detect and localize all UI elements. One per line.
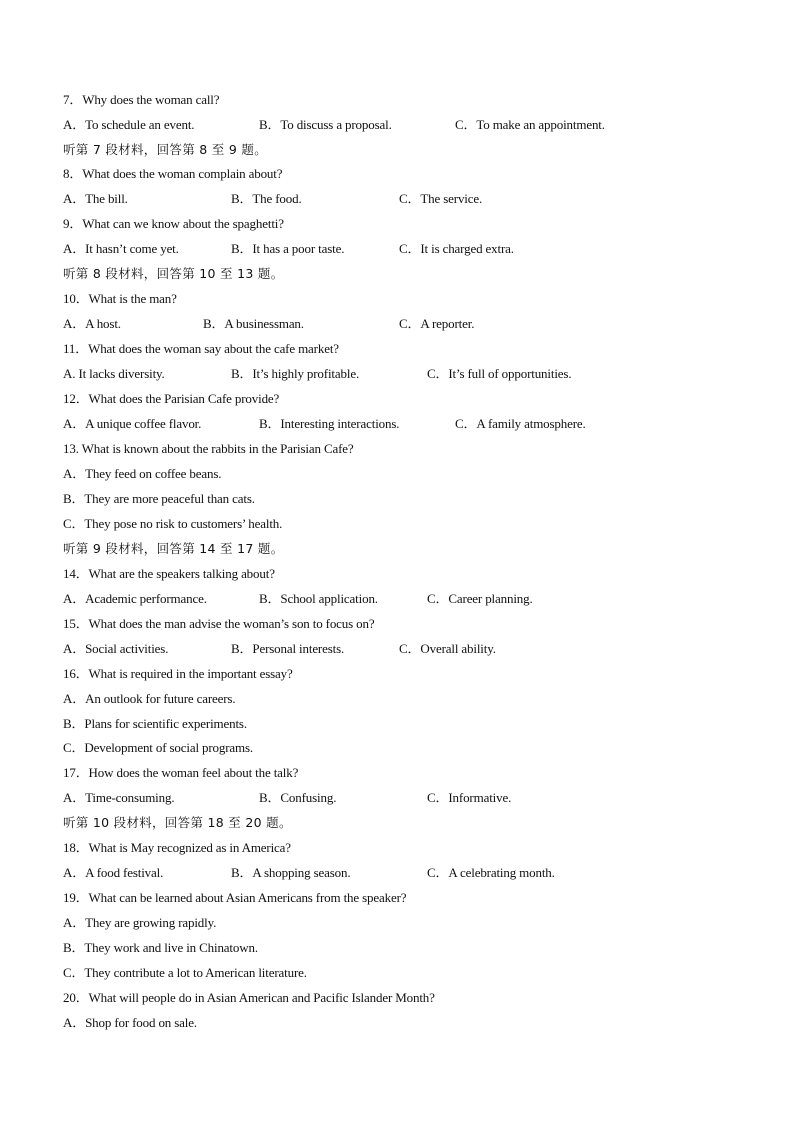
q12-option-b: B．Interesting interactions. (259, 416, 400, 431)
question-11-stem: 11．What does the woman say about the cafe market? (63, 341, 339, 356)
question-13-stem: 13. What is known about the rabbits in the Parisian Cafe? (63, 441, 354, 456)
section-9-instruction: 听第 9 段材料，回答第 14 至 17 题。 (63, 541, 284, 556)
question-18-stem: 18．What is May recognized as in America? (63, 840, 291, 855)
q8-option-b: B．The food. (231, 191, 302, 206)
q11-option-c: C．It’s full of opportunities. (427, 366, 572, 381)
q19-option-a: A．They are growing rapidly. (63, 915, 217, 930)
q18-option-a: A．A food festival. (63, 865, 164, 880)
q10-option-c: C．A reporter. (399, 316, 475, 331)
q7-option-c: C．To make an appointment. (455, 117, 605, 132)
q17-option-c: C．Informative. (427, 790, 512, 805)
q10-option-b: B．A businessman. (203, 316, 304, 331)
q15-option-a: A．Social activities. (63, 641, 169, 656)
q15-option-b: B．Personal interests. (231, 641, 345, 656)
q8-option-c: C．The service. (399, 191, 483, 206)
q12-option-a: A．A unique coffee flavor. (63, 416, 202, 431)
question-7-stem: 7．Why does the woman call? (63, 92, 220, 107)
q9-option-c: C．It is charged extra. (399, 241, 514, 256)
q17-option-a: A．Time-consuming. (63, 790, 175, 805)
question-17-stem: 17．How does the woman feel about the talk? (63, 765, 299, 780)
section-8-instruction: 听第 8 段材料，回答第 10 至 13 题。 (63, 266, 284, 281)
q14-option-a: A．Academic performance. (63, 591, 207, 606)
q9-option-a: A．It hasn’t come yet. (63, 241, 179, 256)
question-14-stem: 14．What are the speakers talking about? (63, 566, 275, 581)
q12-option-c: C．A family atmosphere. (455, 416, 586, 431)
question-19-stem: 19．What can be learned about Asian Americans from the speaker? (63, 890, 407, 905)
q16-option-c: C．Development of social programs. (63, 740, 254, 755)
q16-option-a: A．An outlook for future careers. (63, 691, 236, 706)
q19-option-c: C．They contribute a lot to American literature. (63, 965, 307, 980)
q15-option-c: C．Overall ability. (399, 641, 496, 656)
q13-option-a: A．They feed on coffee beans. (63, 466, 222, 481)
question-9-stem: 9．What can we know about the spaghetti? (63, 216, 284, 231)
q7-option-a: A．To schedule an event. (63, 117, 195, 132)
question-15-stem: 15．What does the man advise the woman’s son to focus on? (63, 616, 375, 631)
q18-option-c: C．A celebrating month. (427, 865, 555, 880)
question-16-stem: 16．What is required in the important essay? (63, 666, 293, 681)
q9-option-b: B．It has a poor taste. (231, 241, 345, 256)
q13-option-c: C．They pose no risk to customers’ health. (63, 516, 283, 531)
question-10-stem: 10．What is the man? (63, 291, 177, 306)
section-10-instruction: 听第 10 段材料，回答第 18 至 20 题。 (63, 815, 292, 830)
q18-option-b: B．A shopping season. (231, 865, 351, 880)
q10-option-a: A．A host. (63, 316, 121, 331)
section-7-instruction: 听第 7 段材料，回答第 8 至 9 题。 (63, 142, 267, 157)
q16-option-b: B．Plans for scientific experiments. (63, 716, 247, 731)
q19-option-b: B．They work and live in Chinatown. (63, 940, 258, 955)
question-12-stem: 12．What does the Parisian Cafe provide? (63, 391, 280, 406)
q20-option-a: A．Shop for food on sale. (63, 1015, 197, 1030)
q11-option-b: B．It’s highly profitable. (231, 366, 360, 381)
q8-option-a: A．The bill. (63, 191, 128, 206)
q11-option-a: A. It lacks diversity. (63, 366, 165, 381)
question-20-stem: 20．What will people do in Asian American and Pacific Islander Month? (63, 990, 435, 1005)
q7-option-b: B．To discuss a proposal. (259, 117, 392, 132)
q17-option-b: B．Confusing. (259, 790, 337, 805)
q13-option-b: B．They are more peaceful than cats. (63, 491, 255, 506)
q14-option-c: C．Career planning. (427, 591, 533, 606)
q14-option-b: B．School application. (259, 591, 378, 606)
question-8-stem: 8．What does the woman complain about? (63, 166, 283, 181)
